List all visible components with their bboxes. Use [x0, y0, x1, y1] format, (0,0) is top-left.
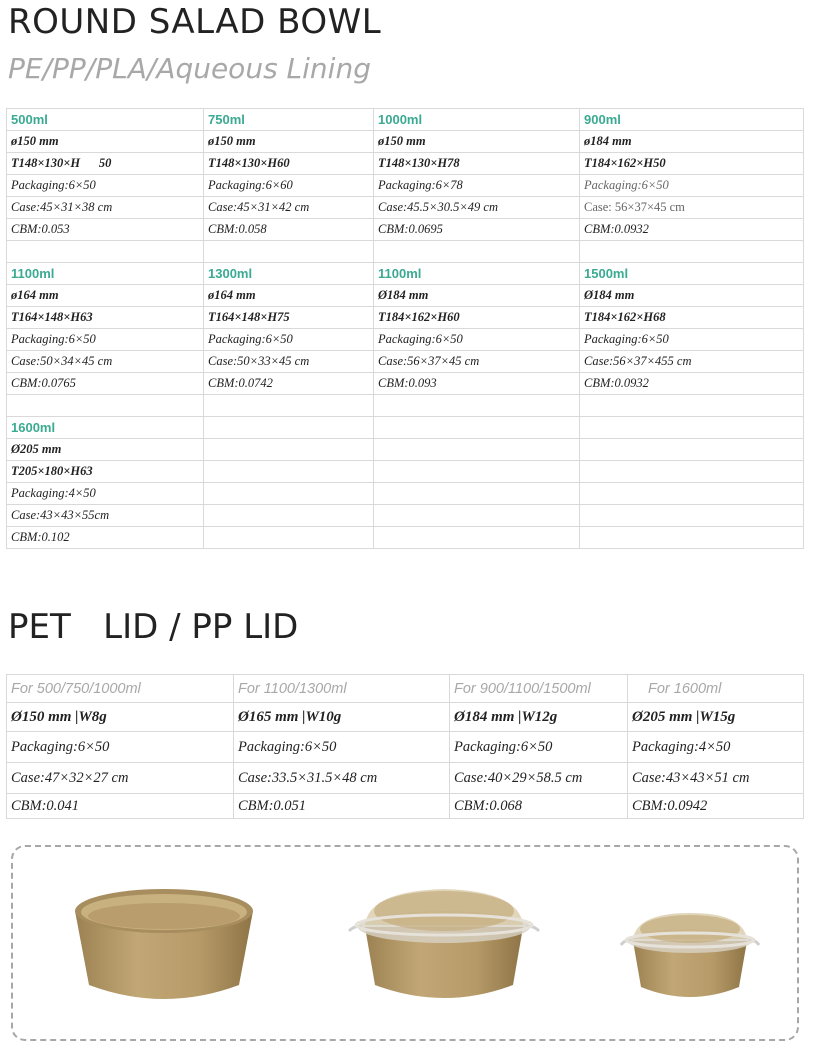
table-row: [7, 505, 804, 527]
diameter-value: ø150 mm: [374, 131, 580, 153]
lidded-bowl-image: [347, 881, 541, 1005]
cbm-value: CBM:0.0765: [7, 373, 204, 395]
capacity-label: 1100ml: [374, 263, 580, 285]
cbm-value: CBM:0.058: [204, 219, 374, 241]
table-spacer-row: [7, 395, 804, 417]
dimension-value: T164×148×H75: [204, 307, 374, 329]
dimension-value: T184×162×H68: [580, 307, 804, 329]
diameter-value: ø164 mm: [204, 285, 374, 307]
case-value: Case:56×37×455 cm: [580, 351, 804, 373]
product-photo-panel: [11, 845, 799, 1041]
table-row: [7, 732, 804, 763]
cbm-value: CBM:0.0695: [374, 219, 580, 241]
packaging-value: Packaging:6×60: [204, 175, 374, 197]
diameter-value: ø150 mm: [204, 131, 374, 153]
cbm-value: CBM:0.051: [234, 794, 450, 819]
lid-spec-value: Ø205 mm |W15g: [628, 703, 804, 732]
table-row: [7, 373, 804, 395]
dimension-value: T184×162×H60: [374, 307, 580, 329]
lid-fit-label: For 500/750/1000ml: [7, 675, 234, 703]
packaging-value: Packaging:6×50: [7, 329, 204, 351]
capacity-label: 900ml: [580, 109, 804, 131]
table-row: [7, 675, 804, 703]
case-value: Case:50×34×45 cm: [7, 351, 204, 373]
lid-section-title: PET LID / PP LID: [8, 607, 299, 647]
case-value: Case:40×29×58.5 cm: [450, 763, 628, 794]
lid-spec-value: Ø184 mm |W12g: [450, 703, 628, 732]
case-value: Case:43×43×55cm: [7, 505, 204, 527]
case-value: Case:45.5×30.5×49 cm: [374, 197, 580, 219]
table-row: [7, 131, 804, 153]
table-row: [7, 794, 804, 819]
packaging-value: Packaging:6×78: [374, 175, 580, 197]
lid-spec-value: Ø165 mm |W10g: [234, 703, 450, 732]
packaging-value: Packaging:6×50: [580, 175, 804, 197]
cbm-value: CBM:0.0932: [580, 373, 804, 395]
table-row: [7, 483, 804, 505]
packaging-value: Packaging:4×50: [7, 483, 204, 505]
capacity-label: 1100ml: [7, 263, 204, 285]
table-row: [7, 153, 804, 175]
dimension-value: T148×130×H 50: [7, 153, 204, 175]
cbm-value: CBM:0.068: [450, 794, 628, 819]
table-row: [7, 417, 804, 439]
bowl-spec-table: [6, 108, 804, 549]
lid-fit-label: For 1100/1300ml: [234, 675, 450, 703]
capacity-label: 1000ml: [374, 109, 580, 131]
diameter-value: Ø184 mm: [580, 285, 804, 307]
table-row: [7, 263, 804, 285]
table-row: [7, 439, 804, 461]
lid-fit-label: For 1600ml: [628, 675, 804, 703]
lid-spec-table: [6, 674, 804, 819]
diameter-value: Ø184 mm: [374, 285, 580, 307]
dimension-value: T184×162×H50: [580, 153, 804, 175]
diameter-value: ø150 mm: [7, 131, 204, 153]
table-row: [7, 109, 804, 131]
cbm-value: CBM:0.102: [7, 527, 204, 549]
table-row: [7, 219, 804, 241]
packaging-value: Packaging:6×50: [7, 732, 234, 763]
lid-fit-label: For 900/1100/1500ml: [450, 675, 628, 703]
packaging-value: Packaging:4×50: [628, 732, 804, 763]
packaging-value: Packaging:6×50: [580, 329, 804, 351]
case-value: Case: 56×37×45 cm: [580, 197, 804, 219]
table-row: [7, 703, 804, 732]
capacity-label: 1600ml: [7, 417, 204, 439]
packaging-value: Packaging:6×50: [450, 732, 628, 763]
table-row: [7, 461, 804, 483]
cbm-value: CBM:0.093: [374, 373, 580, 395]
table-row: [7, 197, 804, 219]
packaging-value: Packaging:6×50: [374, 329, 580, 351]
case-value: Case:43×43×51 cm: [628, 763, 804, 794]
table-row: [7, 285, 804, 307]
capacity-label: 500ml: [7, 109, 204, 131]
dimension-value: T164×148×H63: [7, 307, 204, 329]
table-spacer-row: [7, 241, 804, 263]
dimension-value: T205×180×H63: [7, 461, 204, 483]
diameter-value: ø164 mm: [7, 285, 204, 307]
diameter-value: Ø205 mm: [7, 439, 204, 461]
case-value: Case:50×33×45 cm: [204, 351, 374, 373]
page-title: ROUND SALAD BOWL: [8, 2, 382, 42]
packaging-value: Packaging:6×50: [204, 329, 374, 351]
cbm-value: CBM:0.0742: [204, 373, 374, 395]
cbm-value: CBM:0.053: [7, 219, 204, 241]
diameter-value: ø184 mm: [580, 131, 804, 153]
table-row: [7, 175, 804, 197]
dimension-value: T148×130×H78: [374, 153, 580, 175]
lid-spec-value: Ø150 mm |W8g: [7, 703, 234, 732]
kraft-bowl-image: [71, 885, 257, 1003]
case-value: Case:45×31×42 cm: [204, 197, 374, 219]
packaging-value: Packaging:6×50: [7, 175, 204, 197]
small-lidded-bowl-image: [619, 907, 761, 1003]
dimension-value: T148×130×H60: [204, 153, 374, 175]
page-subtitle: PE/PP/PLA/Aqueous Lining: [8, 52, 371, 85]
capacity-label: 750ml: [204, 109, 374, 131]
case-value: Case:56×37×45 cm: [374, 351, 580, 373]
cbm-value: CBM:0.0942: [628, 794, 804, 819]
table-row: [7, 307, 804, 329]
table-row: [7, 763, 804, 794]
capacity-label: 1300ml: [204, 263, 374, 285]
table-row: [7, 527, 804, 549]
cbm-value: CBM:0.0932: [580, 219, 804, 241]
capacity-label: 1500ml: [580, 263, 804, 285]
cbm-value: CBM:0.041: [7, 794, 234, 819]
case-value: Case:33.5×31.5×48 cm: [234, 763, 450, 794]
case-value: Case:47×32×27 cm: [7, 763, 234, 794]
table-row: [7, 351, 804, 373]
packaging-value: Packaging:6×50: [234, 732, 450, 763]
case-value: Case:45×31×38 cm: [7, 197, 204, 219]
table-row: [7, 329, 804, 351]
